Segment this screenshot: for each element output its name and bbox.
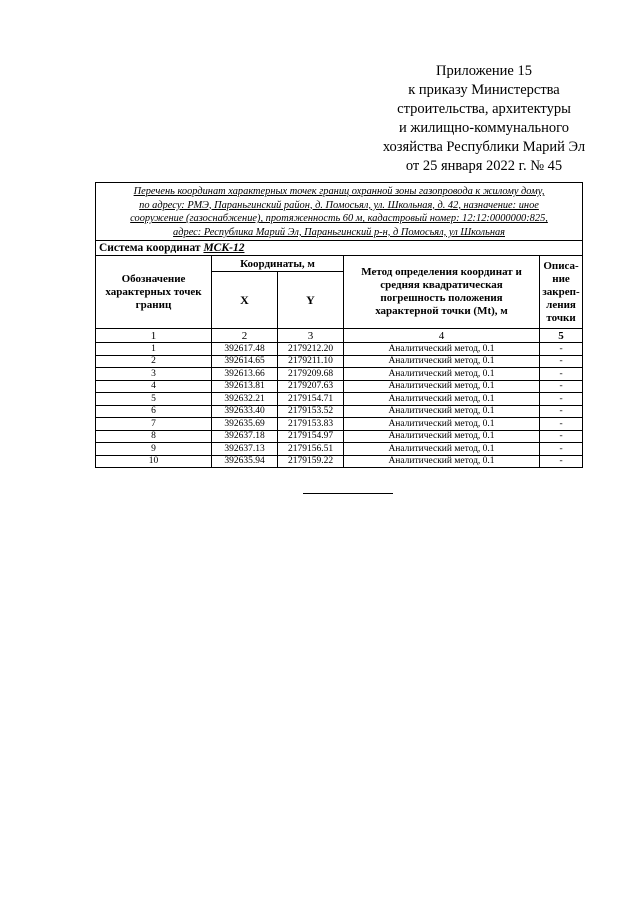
column-number: 4 <box>344 329 540 343</box>
cell-point: 4 <box>96 380 212 393</box>
column-number: 2 <box>212 329 278 343</box>
column-numbers-row <box>96 329 583 343</box>
appendix-line: строительства, архитектуры <box>397 101 571 117</box>
header-text: характерной точки (Mt), м <box>375 305 508 318</box>
cell-y: 2179159.22 <box>278 455 344 468</box>
header-text: границ <box>135 298 172 311</box>
cell-description: - <box>540 455 583 468</box>
header-text: ления <box>546 298 576 311</box>
cell-description: - <box>540 380 583 393</box>
header-method <box>344 256 540 329</box>
caption-line: адрес: Республика Марий Эл, Параньгинский р-н, д Помосьял, ул Школьная <box>173 226 505 238</box>
cell-y: 2179209.68 <box>278 368 344 381</box>
cell-method: Аналитический метод, 0.1 <box>344 443 540 456</box>
cell-method: Аналитический метод, 0.1 <box>344 355 540 368</box>
cell-point: 5 <box>96 393 212 406</box>
header-text: ние <box>552 272 570 285</box>
header-x: X <box>212 272 278 329</box>
cell-x: 392613.66 <box>212 368 278 381</box>
cell-y: 2179156.51 <box>278 443 344 456</box>
cell-method: Аналитический метод, 0.1 <box>344 343 540 356</box>
cell-description: - <box>540 430 583 443</box>
header-text: Описа- <box>543 259 579 272</box>
caption-line: Перечень координат характерных точек границ охранной зоны газопровода к жилому дому, <box>133 186 545 197</box>
cell-method: Аналитический метод, 0.1 <box>344 405 540 418</box>
column-number: 1 <box>96 329 212 343</box>
cell-x: 392635.69 <box>212 418 278 431</box>
coordinate-system-label: Система координат <box>99 242 201 255</box>
cell-x: 392633.40 <box>212 405 278 418</box>
cell-point: 6 <box>96 405 212 418</box>
table-row <box>96 355 583 368</box>
appendix-line: хозяйства Республики Марий Эл <box>382 139 586 155</box>
caption-line: сооружение (газоснабжение), протяженность 60 м, кадастровый номер: 12:12:0000000:825, <box>130 213 548 225</box>
cell-x: 392637.18 <box>212 430 278 443</box>
cell-x: 392632.21 <box>212 393 278 406</box>
table-row <box>96 455 583 468</box>
column-number: 5 <box>540 329 583 343</box>
cell-method: Аналитический метод, 0.1 <box>344 368 540 381</box>
cell-description: - <box>540 418 583 431</box>
cell-x: 392617.48 <box>212 343 278 356</box>
cell-y: 2179211.10 <box>278 355 344 368</box>
cell-method: Аналитический метод, 0.1 <box>344 380 540 393</box>
table-row <box>96 368 583 381</box>
table-row <box>96 418 583 431</box>
header-text: погрешность положения <box>380 292 503 305</box>
coordinates-table <box>95 182 583 468</box>
coordinate-system <box>96 241 583 256</box>
appendix-line: от 25 января 2022 г. № 45 <box>405 158 563 174</box>
header-text: Метод определения координат и <box>361 266 522 279</box>
cell-method: Аналитический метод, 0.1 <box>344 418 540 431</box>
column-number: 3 <box>278 329 344 343</box>
table-caption <box>96 183 583 241</box>
cell-y: 2179212.20 <box>278 343 344 356</box>
appendix-line: Приложение 15 <box>436 63 532 79</box>
cell-method: Аналитический метод, 0.1 <box>344 430 540 443</box>
table-row <box>96 343 583 356</box>
cell-description: - <box>540 343 583 356</box>
cell-point: 2 <box>96 355 212 368</box>
caption-line: по адресу: РМЭ, Параньгинский район, д. Помосьял, ул. Школьная, д. 42, назначение: иное <box>139 199 539 211</box>
cell-y: 2179207.63 <box>278 380 344 393</box>
cell-description: - <box>540 355 583 368</box>
header-text: точки <box>546 311 576 324</box>
cell-x: 392613.81 <box>212 380 278 393</box>
table-row <box>96 443 583 456</box>
divider-line <box>303 493 393 494</box>
cell-point: 1 <box>96 343 212 356</box>
cell-point: 10 <box>96 455 212 468</box>
cell-x: 392637.13 <box>212 443 278 456</box>
header-description <box>540 256 583 329</box>
cell-y: 2179153.52 <box>278 405 344 418</box>
cell-description: - <box>540 368 583 381</box>
cell-point: 8 <box>96 430 212 443</box>
header-point-designation <box>96 256 212 329</box>
header-text: средняя квадратическая <box>380 279 503 292</box>
cell-y: 2179154.71 <box>278 393 344 406</box>
header-coordinates: Координаты, м <box>212 256 344 272</box>
cell-description: - <box>540 393 583 406</box>
cell-method: Аналитический метод, 0.1 <box>344 455 540 468</box>
header-text: Обозначение <box>121 272 186 285</box>
cell-point: 7 <box>96 418 212 431</box>
header-y: Y <box>278 272 344 329</box>
appendix-line: и жилищно-коммунального <box>398 120 570 136</box>
cell-x: 392614.65 <box>212 355 278 368</box>
table-row <box>96 380 583 393</box>
cell-y: 2179154.97 <box>278 430 344 443</box>
cell-method: Аналитический метод, 0.1 <box>344 393 540 406</box>
table-row <box>96 430 583 443</box>
table-row <box>96 393 583 406</box>
table-body <box>96 343 583 468</box>
appendix-header <box>340 62 628 176</box>
header-text: закреп- <box>542 285 580 298</box>
cell-description: - <box>540 443 583 456</box>
cell-x: 392635.94 <box>212 455 278 468</box>
cell-description: - <box>540 405 583 418</box>
cell-y: 2179153.83 <box>278 418 344 431</box>
table-row <box>96 405 583 418</box>
cell-point: 9 <box>96 443 212 456</box>
appendix-line: к приказу Министерства <box>408 82 560 98</box>
coordinate-system-name: МСК-12 <box>203 242 245 255</box>
cell-point: 3 <box>96 368 212 381</box>
header-text: характерных точек <box>105 285 202 298</box>
